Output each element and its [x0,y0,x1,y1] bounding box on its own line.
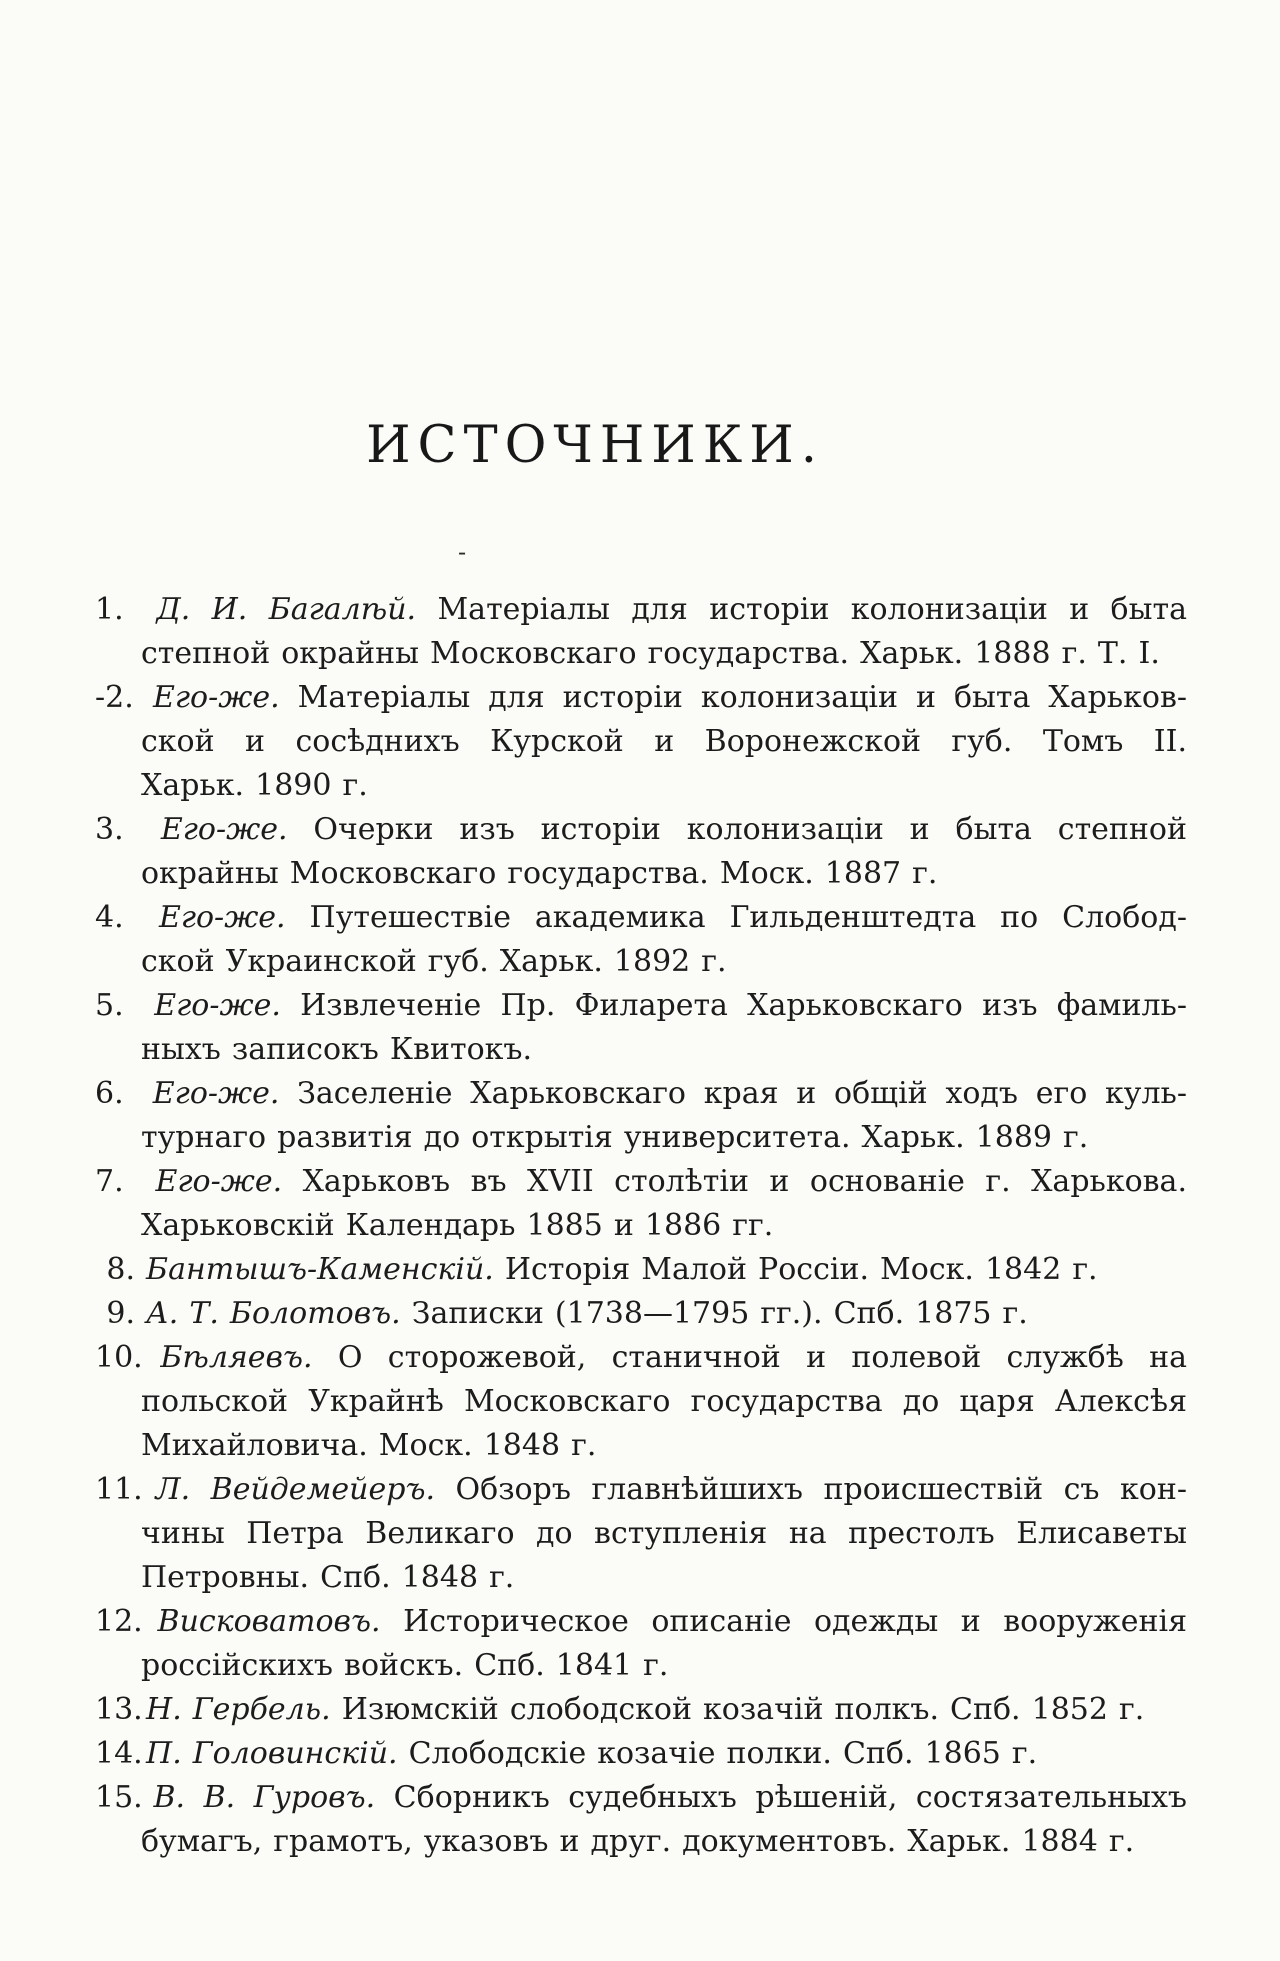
entry-number: 6. [95,1076,124,1111]
entry-line: ской Украинской губ. Харьк. 1892 г. [141,944,727,979]
entry-author: П. Головинскій. [146,1736,398,1771]
source-entry [95,896,1187,984]
entry-author: Л. Вейдемейеръ. [155,1472,435,1507]
entry-line: чины Петра Великаго до вступленія на престолъ Елисаветы [141,1516,1187,1551]
entry-author: В. В. Гуровъ. [153,1780,376,1815]
entry-line: 13. Н. Гербель. Изюмскій слободской козачій полкъ. Спб. 1852 г. [95,1688,1187,1732]
entry-author: Бантышъ-Каменскій. [146,1252,494,1287]
entry-line: степной окрайны Московскаго государства. Харьк. 1888 г. Т. I. [141,636,1160,671]
entry-number: 1. [95,592,124,627]
source-entry [95,1600,1187,1688]
entry-line: Харьк. 1890 г. [141,768,368,803]
source-entry [95,984,1187,1072]
entry-number: 10. [95,1340,143,1375]
entry-number: 11. [95,1472,143,1507]
entry-line: россійскихъ войскъ. Спб. 1841 г. [141,1648,669,1683]
source-entry [95,1468,1187,1600]
entry-number: 14. [95,1736,143,1771]
separator-mark: - [458,538,467,566]
page-title: ИСТОЧНИКИ. [366,416,824,475]
entry-line: 9. А. Т. Болотовъ. Записки (1738—1795 гг.). Спб. 1875 г. [95,1292,1187,1336]
entry-line: турнаго развитія до открытія университета. Харьк. 1889 г. [141,1120,1089,1155]
entry-number: 3. [95,812,124,847]
source-entry [95,1160,1187,1248]
entry-line: бумагъ, грамотъ, указовъ и друг. документовъ. Харьк. 1884 г. [141,1824,1135,1859]
entry-line: ныхъ записокъ Квитокъ. [141,1032,533,1067]
entry-author: Д. И. Багалѣй. [156,592,417,627]
source-entry [95,1292,1187,1336]
entry-line: -2. Его-же. Матеріалы для исторіи колонизаціи и быта Харьков- [95,676,1187,720]
entry-author: Бѣляевъ. [160,1340,313,1375]
source-entry [95,588,1187,676]
entry-line: 3. Его-же. Очерки изъ исторіи колонизаціи и быта степной [95,808,1187,852]
entry-number: 15. [95,1780,143,1815]
entry-line: 4. Его-же. Путешествіе академика Гильденштедта по Слобод- [95,896,1187,940]
entry-line: польской Украйнѣ Московскаго государства до царя Алексѣя [141,1384,1187,1419]
entry-line: 10. Бѣляевъ. О сторожевой, станичной и полевой службѣ на [95,1336,1187,1380]
entry-author: Его-же. [160,812,288,847]
source-entry [95,1776,1187,1864]
source-list [95,588,1187,1864]
entry-number: 7. [95,1164,124,1199]
entry-line: ской и сосѣднихъ Курской и Воронежской губ. Томъ II. [141,724,1187,759]
entry-line: 11. Л. Вейдемейеръ. Обзоръ главнѣйшихъ происшествій съ кон- [95,1468,1187,1512]
entry-line: окрайны Московскаго государства. Моск. 1887 г. [141,856,938,891]
source-entry [95,1336,1187,1468]
entry-line: 14. П. Головинскій. Слободскіе козачіе полки. Спб. 1865 г. [95,1732,1187,1776]
entry-line: Михайловича. Моск. 1848 г. [141,1428,597,1463]
entry-number: 12. [95,1604,143,1639]
entry-line: 12. Висковатовъ. Историческое описаніе одежды и вооруженія [95,1600,1187,1644]
source-entry [95,1072,1187,1160]
entry-line: 8. Бантышъ-Каменскій. Исторія Малой Россіи. Моск. 1842 г. [95,1248,1187,1292]
entry-line: 6. Его-же. Заселеніе Харьковскаго края и общій ходъ его куль- [95,1072,1187,1116]
entry-author: Его-же. [155,1164,283,1199]
entry-line: 7. Его-же. Харьковъ въ XVII столѣтіи и основаніе г. Харькова. [95,1160,1187,1204]
source-entry [95,1732,1187,1776]
entry-line: Харьковскій Календарь 1885 и 1886 гг. [141,1208,774,1243]
entry-author: Его-же. [152,1076,280,1111]
entry-number: 5. [95,988,124,1023]
entry-line: 5. Его-же. Извлеченіе Пр. Филарета Харьковскаго изъ фамиль- [95,984,1187,1028]
entry-number: 4. [95,900,124,935]
entry-line: 1. Д. И. Багалѣй. Матеріалы для исторіи колонизаціи и быта [95,588,1187,632]
entry-line: Петровны. Спб. 1848 г. [141,1560,515,1595]
entry-number: 9. [106,1296,135,1331]
entry-author: Его-же. [154,988,281,1023]
entry-number: 8. [106,1252,135,1287]
entry-author: Висковатовъ. [157,1604,381,1639]
source-entry [95,1688,1187,1732]
entry-author: Его-же. [158,900,286,935]
entry-author: А. Т. Болотовъ. [146,1296,401,1331]
entry-line: 15. В. В. Гуровъ. Сборникъ судебныхъ рѣшеній, состязательныхъ [95,1776,1187,1820]
entry-number: 13. [95,1692,143,1727]
entry-author: Н. Гербель. [146,1692,331,1727]
source-entry [95,676,1187,808]
entry-number: -2. [95,680,134,715]
source-entry [95,1248,1187,1292]
entry-author: Его-же. [153,680,280,715]
source-entry [95,808,1187,896]
